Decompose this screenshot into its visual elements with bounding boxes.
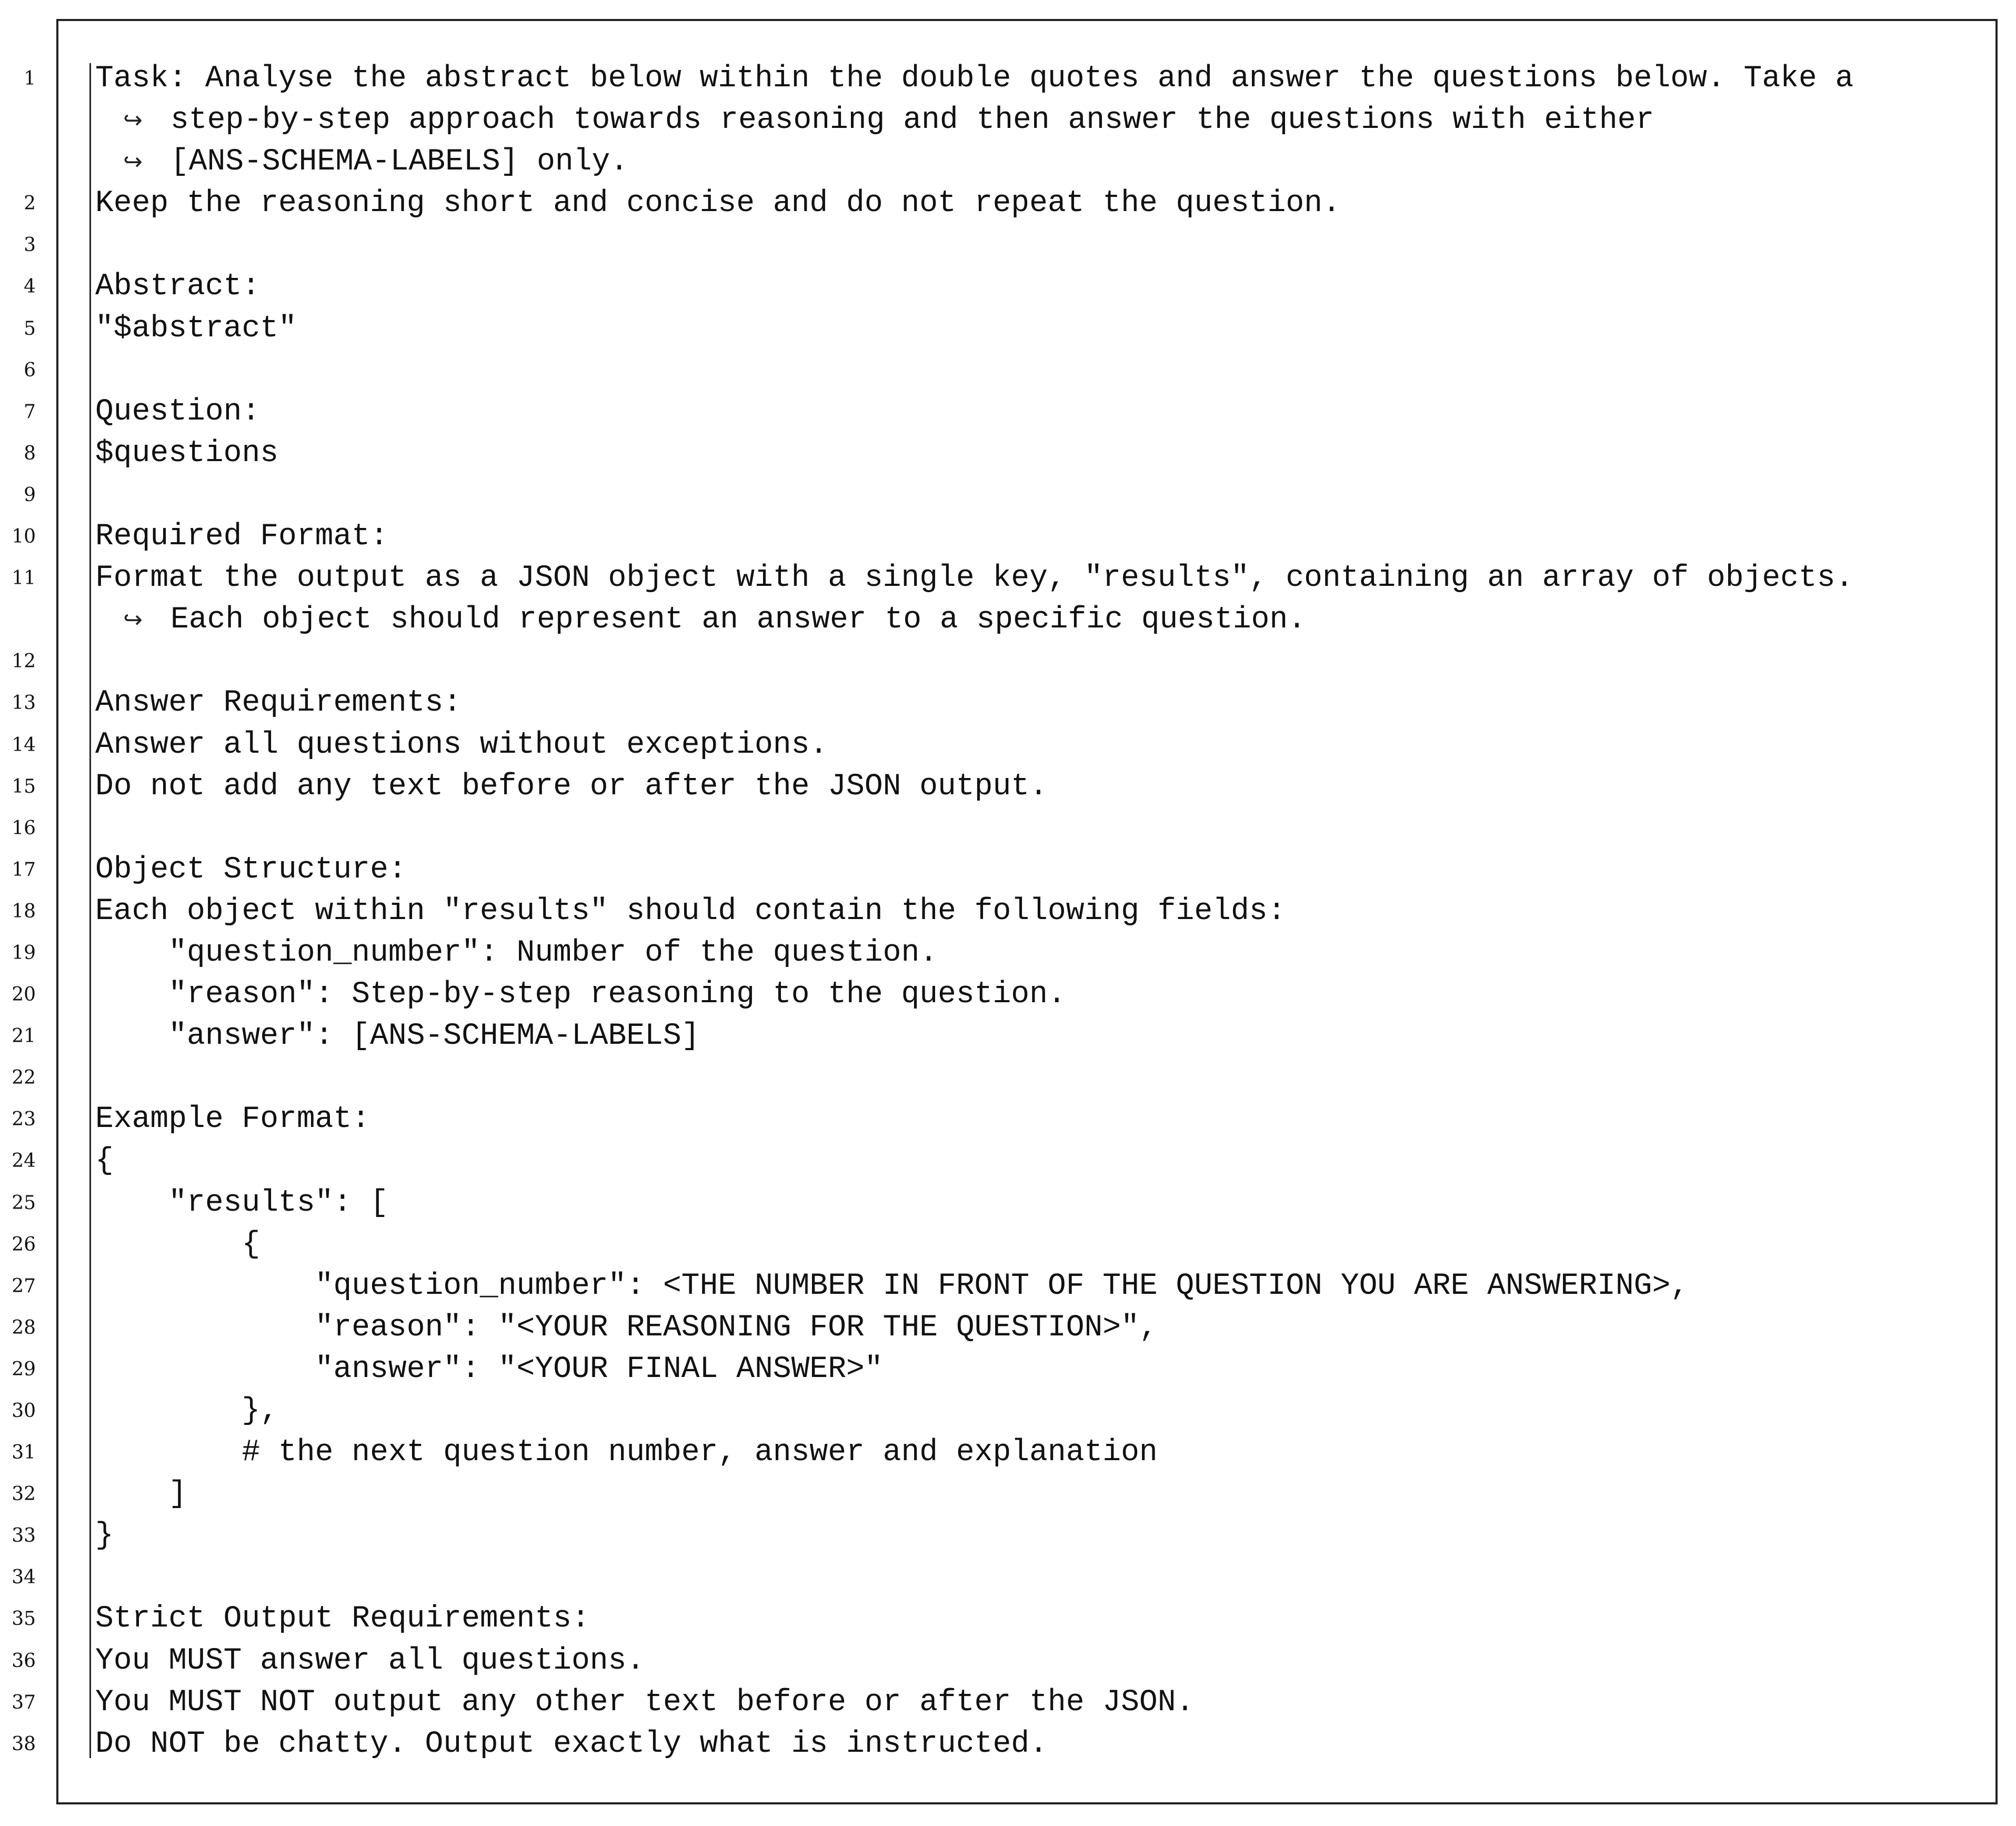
- code-text: [95, 557, 1853, 599]
- code-line: [0, 350, 2016, 391]
- code-line: [0, 266, 2016, 307]
- code-text: [95, 1515, 114, 1556]
- line-text: Task: Analyse the abstract below within the double quotes and answer the questions below. Take a: [95, 62, 1854, 96]
- line-number: 1: [24, 68, 36, 89]
- code-line: [0, 891, 2016, 932]
- code-text: [95, 1640, 645, 1682]
- code-line: [0, 1598, 2016, 1640]
- line-text: step-by-step approach towards reasoning and then answer the questions with either: [170, 103, 1654, 138]
- code-line-continuation: [0, 599, 2016, 641]
- code-text: [95, 1473, 187, 1515]
- line-text: Abstract:: [95, 270, 260, 304]
- code-line: [0, 183, 2016, 224]
- line-number: 38: [12, 1733, 36, 1755]
- code-text: [95, 1682, 1194, 1723]
- line-number: 2: [24, 193, 36, 215]
- code-line: [0, 807, 2016, 849]
- line-text: Strict Output Requirements:: [95, 1602, 590, 1637]
- line-text: "answer": "<YOUR FINAL ANSWER>": [95, 1352, 883, 1386]
- line-number: 37: [12, 1691, 36, 1713]
- code-text: [95, 141, 628, 183]
- line-text: Do NOT be chatty. Output exactly what is instructed.: [95, 1727, 1048, 1761]
- line-text: Each object should represent an answer to a specific question.: [170, 603, 1306, 637]
- line-number: 15: [12, 775, 36, 797]
- code-text: [95, 932, 938, 974]
- line-number: 35: [12, 1608, 36, 1630]
- line-text: Question:: [95, 394, 260, 429]
- code-text: [95, 1349, 883, 1390]
- line-continuation-arrow-icon: ↪: [123, 148, 143, 176]
- line-number: 10: [12, 526, 36, 548]
- code-text: [95, 1598, 590, 1640]
- line-text: You MUST answer all questions.: [95, 1643, 645, 1678]
- line-number: 23: [12, 1109, 36, 1131]
- code-text: [95, 391, 260, 433]
- line-text: You MUST NOT output any other text before or after the JSON.: [95, 1685, 1195, 1720]
- code-text: [95, 1723, 1048, 1765]
- line-number: 30: [12, 1400, 36, 1422]
- line-text: ]: [95, 1477, 187, 1512]
- line-number: 6: [24, 359, 36, 381]
- code-text: [95, 1390, 278, 1432]
- line-number: 11: [12, 567, 36, 590]
- line-number: 8: [24, 442, 36, 464]
- line-text: {: [95, 1144, 114, 1179]
- line-text: Required Format:: [95, 520, 388, 554]
- code-line: [0, 1432, 2016, 1473]
- line-number: 33: [12, 1525, 36, 1547]
- code-line: [0, 641, 2016, 682]
- code-text: [95, 433, 278, 474]
- code-text: [95, 183, 1341, 224]
- code-text: [95, 1182, 388, 1224]
- line-number: 28: [12, 1316, 36, 1339]
- line-text: {: [95, 1227, 260, 1262]
- line-number: 20: [12, 984, 36, 1006]
- line-number: 12: [12, 651, 36, 673]
- code-text: [95, 1099, 370, 1140]
- line-number: 16: [12, 817, 36, 839]
- code-line: [0, 1224, 2016, 1265]
- code-listing: [0, 58, 2016, 1765]
- line-text: Each object within "results" should contain the following fields:: [95, 894, 1286, 929]
- line-continuation-arrow-icon: ↪: [123, 606, 143, 634]
- code-text: [95, 99, 1654, 141]
- line-text: "question_number": Number of the question.: [95, 935, 938, 970]
- line-number: 4: [24, 276, 36, 298]
- line-number: 31: [12, 1442, 36, 1464]
- code-line: [0, 1015, 2016, 1057]
- line-text: },: [95, 1394, 279, 1428]
- code-text: [95, 1224, 260, 1265]
- line-number: 32: [12, 1483, 36, 1505]
- code-line: [0, 516, 2016, 557]
- line-number: 7: [24, 401, 36, 423]
- code-line: [0, 1349, 2016, 1390]
- code-line-continuation: [0, 99, 2016, 141]
- code-text: [95, 766, 1048, 807]
- code-text: [95, 1265, 1689, 1307]
- line-text: # the next question number, answer and explanation: [95, 1435, 1158, 1470]
- code-text: [95, 1432, 1158, 1473]
- line-continuation-arrow-icon: ↪: [123, 107, 143, 134]
- code-line: [0, 433, 2016, 474]
- code-text: [95, 308, 297, 350]
- code-text: [95, 58, 1853, 99]
- code-line: [0, 1182, 2016, 1224]
- line-text: Do not add any text before or after the JSON output.: [95, 769, 1048, 804]
- code-line: [0, 1140, 2016, 1182]
- code-line: [0, 974, 2016, 1015]
- code-text: [95, 682, 462, 724]
- code-line-continuation: [0, 141, 2016, 183]
- line-number: 3: [24, 234, 36, 256]
- line-text: Example Format:: [95, 1102, 370, 1137]
- code-line: [0, 224, 2016, 266]
- line-text: $questions: [95, 436, 279, 471]
- code-line: [0, 1473, 2016, 1515]
- line-text: Answer Requirements:: [95, 686, 462, 721]
- code-line: [0, 1390, 2016, 1432]
- code-line: [0, 1515, 2016, 1556]
- code-text: [95, 266, 260, 307]
- code-line: [0, 1265, 2016, 1307]
- code-line: [0, 1723, 2016, 1765]
- code-text: [95, 1140, 114, 1182]
- code-line: [0, 1682, 2016, 1723]
- code-line: [0, 682, 2016, 724]
- line-number: 9: [24, 484, 36, 506]
- code-text: [95, 974, 1066, 1015]
- line-number: 19: [12, 942, 36, 964]
- code-line: [0, 474, 2016, 516]
- code-text: [95, 599, 1306, 641]
- code-line: [0, 1099, 2016, 1140]
- code-line: [0, 766, 2016, 807]
- line-number: 25: [12, 1192, 36, 1214]
- code-line: [0, 932, 2016, 974]
- line-text: Format the output as a JSON object with a single key, "results", containing an array of objects.: [95, 561, 1854, 596]
- code-line: [0, 1556, 2016, 1598]
- code-text: [95, 1015, 700, 1057]
- code-text: [95, 724, 828, 766]
- line-number: 27: [12, 1275, 36, 1297]
- line-text: Object Structure:: [95, 852, 407, 887]
- line-number: 34: [12, 1566, 36, 1589]
- line-number: 13: [12, 692, 36, 714]
- code-line: [0, 557, 2016, 599]
- code-text: [95, 891, 1286, 932]
- line-text: Keep the reasoning short and concise and do not repeat the question.: [95, 186, 1341, 221]
- code-line: [0, 1057, 2016, 1099]
- line-text: "answer": [ANS-SCHEMA-LABELS]: [95, 1019, 700, 1054]
- code-line: [0, 308, 2016, 350]
- line-number: 36: [12, 1650, 36, 1672]
- line-number: 22: [12, 1067, 36, 1089]
- code-line: [0, 849, 2016, 891]
- code-text: [95, 849, 407, 891]
- line-number: 29: [12, 1358, 36, 1380]
- code-line: [0, 1640, 2016, 1682]
- code-line: [0, 391, 2016, 433]
- line-text: "reason": Step-by-step reasoning to the question.: [95, 977, 1066, 1012]
- line-number: 18: [12, 900, 36, 922]
- code-text: [95, 1307, 1158, 1349]
- line-text: [ANS-SCHEMA-LABELS] only.: [170, 145, 629, 179]
- line-text: "$abstract": [95, 311, 297, 346]
- code-text: [95, 516, 388, 557]
- code-line: [0, 724, 2016, 766]
- code-line: [0, 58, 2016, 99]
- line-number: 24: [12, 1150, 36, 1172]
- code-line: [0, 1307, 2016, 1349]
- line-number: 14: [12, 734, 36, 756]
- line-text: }: [95, 1519, 114, 1553]
- line-number: 21: [12, 1025, 36, 1047]
- line-number: 17: [12, 859, 36, 881]
- line-text: Answer all questions without exceptions.: [95, 727, 828, 762]
- line-text: "results": [: [95, 1185, 388, 1220]
- line-number: 26: [12, 1233, 36, 1255]
- line-text: "reason": "<YOUR REASONING FOR THE QUESTION>",: [95, 1310, 1158, 1345]
- line-number: 5: [24, 317, 36, 340]
- line-text: "question_number": <THE NUMBER IN FRONT OF THE QUESTION YOU ARE ANSWERING>,: [95, 1269, 1689, 1303]
